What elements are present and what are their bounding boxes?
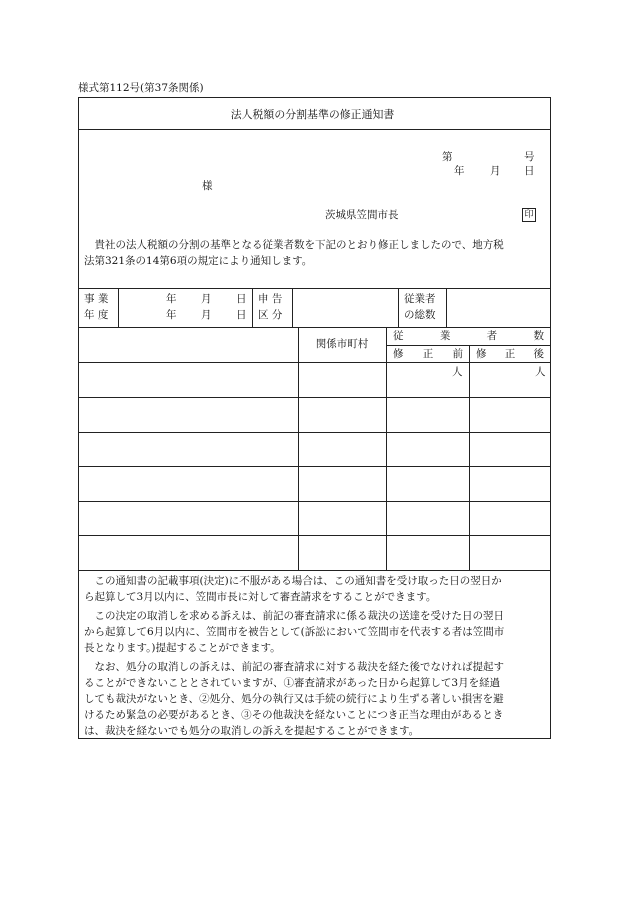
note-1-line-2: ら起算して3月以内に、笠間市長に対して審査請求をすることができます。 — [84, 591, 437, 603]
addressee-honorific: 様 — [202, 180, 213, 192]
number-go: 号 — [524, 151, 535, 163]
table-row — [78, 466, 551, 467]
info-divider-5 — [446, 288, 447, 327]
date-month: 月 — [490, 165, 501, 177]
col-header-municipality: 関係市町村 — [315, 338, 369, 350]
intro-line-2: 法第321条の14第6項の規定により通知します。 — [84, 255, 313, 267]
unit-before: 人 — [452, 366, 463, 378]
fiscal-year-label-1: 事 業 — [84, 293, 109, 305]
fy-start-year: 年 — [166, 293, 177, 305]
title-divider — [78, 129, 551, 130]
table-col-divider-1 — [298, 327, 299, 570]
employees-header-divider — [386, 345, 551, 346]
employees-total-label-2: の総数 — [404, 309, 436, 321]
issuer-name: 茨城県笠間市長 — [325, 209, 399, 221]
fy-end-day: 日 — [236, 309, 247, 321]
info-divider-4 — [398, 288, 399, 327]
fy-start-day: 日 — [236, 293, 247, 305]
table-top — [78, 327, 551, 328]
fiscal-year-label-2: 年 度 — [84, 309, 109, 321]
table-col-divider-2 — [386, 327, 387, 570]
note-3-line-4: けるため緊急の必要があるとき、③その他裁決を経ないことにつき正当な理由があるとき — [84, 709, 504, 721]
col-header-after: 修 正 後 — [476, 348, 544, 360]
employees-total-label-1: 従業者 — [404, 293, 436, 305]
col-header-employees: 従 業 者 数 — [393, 330, 544, 342]
info-row-top — [78, 288, 551, 289]
note-3-line-1: なお、処分の取消しの訴えは、前記の審査請求に対する裁決を経た後でなければ提起す — [84, 661, 504, 673]
table-row — [78, 397, 551, 398]
fy-end-month: 月 — [201, 309, 212, 321]
info-divider-1 — [118, 288, 119, 327]
table-row — [78, 535, 551, 536]
table-header-bottom — [78, 362, 551, 363]
fy-end-year: 年 — [166, 309, 177, 321]
info-divider-2 — [252, 288, 253, 327]
date-day: 日 — [524, 165, 535, 177]
intro-line-1: 貴社の法人税額の分割の基準となる従業者数を下記のとおり修正しましたので、地方税 — [84, 239, 504, 251]
document-title: 法人税額の分割基準の修正通知書 — [230, 108, 395, 121]
note-2-line-2: から起算して6月以内に、笠間市を被告として(訴訟において笠間市を代表する者は笠間市 — [84, 626, 505, 638]
table-row — [78, 432, 551, 433]
note-1-line-1: この通知書の記載事項(決定)に不服がある場合は、この通知書を受け取った日の翌日か — [84, 575, 502, 587]
table-col-divider-3 — [469, 345, 470, 570]
note-3-line-2: ることができないこととされていますが、①審査請求があった日から起算して3月を経過 — [84, 677, 501, 689]
col-header-before: 修 正 前 — [393, 348, 463, 360]
info-divider-3 — [292, 288, 293, 327]
note-3-line-5: は、裁決を経ないでも処分の取消しの訴えを提起することができます。 — [84, 725, 420, 737]
unit-after: 人 — [535, 366, 546, 378]
note-2-line-1: この決定の取消しを求める訴えは、前記の審査請求に係る裁決の送達を受けた日の翌日 — [84, 610, 504, 622]
date-year: 年 — [454, 165, 465, 177]
note-3-line-3: しても裁決がないとき、②処分、処分の執行又は手続の続行により生ずる著しい損害を避 — [84, 693, 504, 705]
form-number: 様式第112号(第37条関係) — [78, 82, 204, 94]
table-row — [78, 501, 551, 502]
declaration-label-1: 申 告 — [258, 293, 283, 305]
number-dai: 第 — [442, 151, 453, 163]
seal-mark: 印 — [522, 208, 536, 222]
fy-start-month: 月 — [201, 293, 212, 305]
declaration-label-2: 区 分 — [258, 309, 283, 321]
note-2-line-3: 長となります。)提起することができます。 — [84, 642, 281, 654]
table-bottom — [78, 570, 551, 571]
